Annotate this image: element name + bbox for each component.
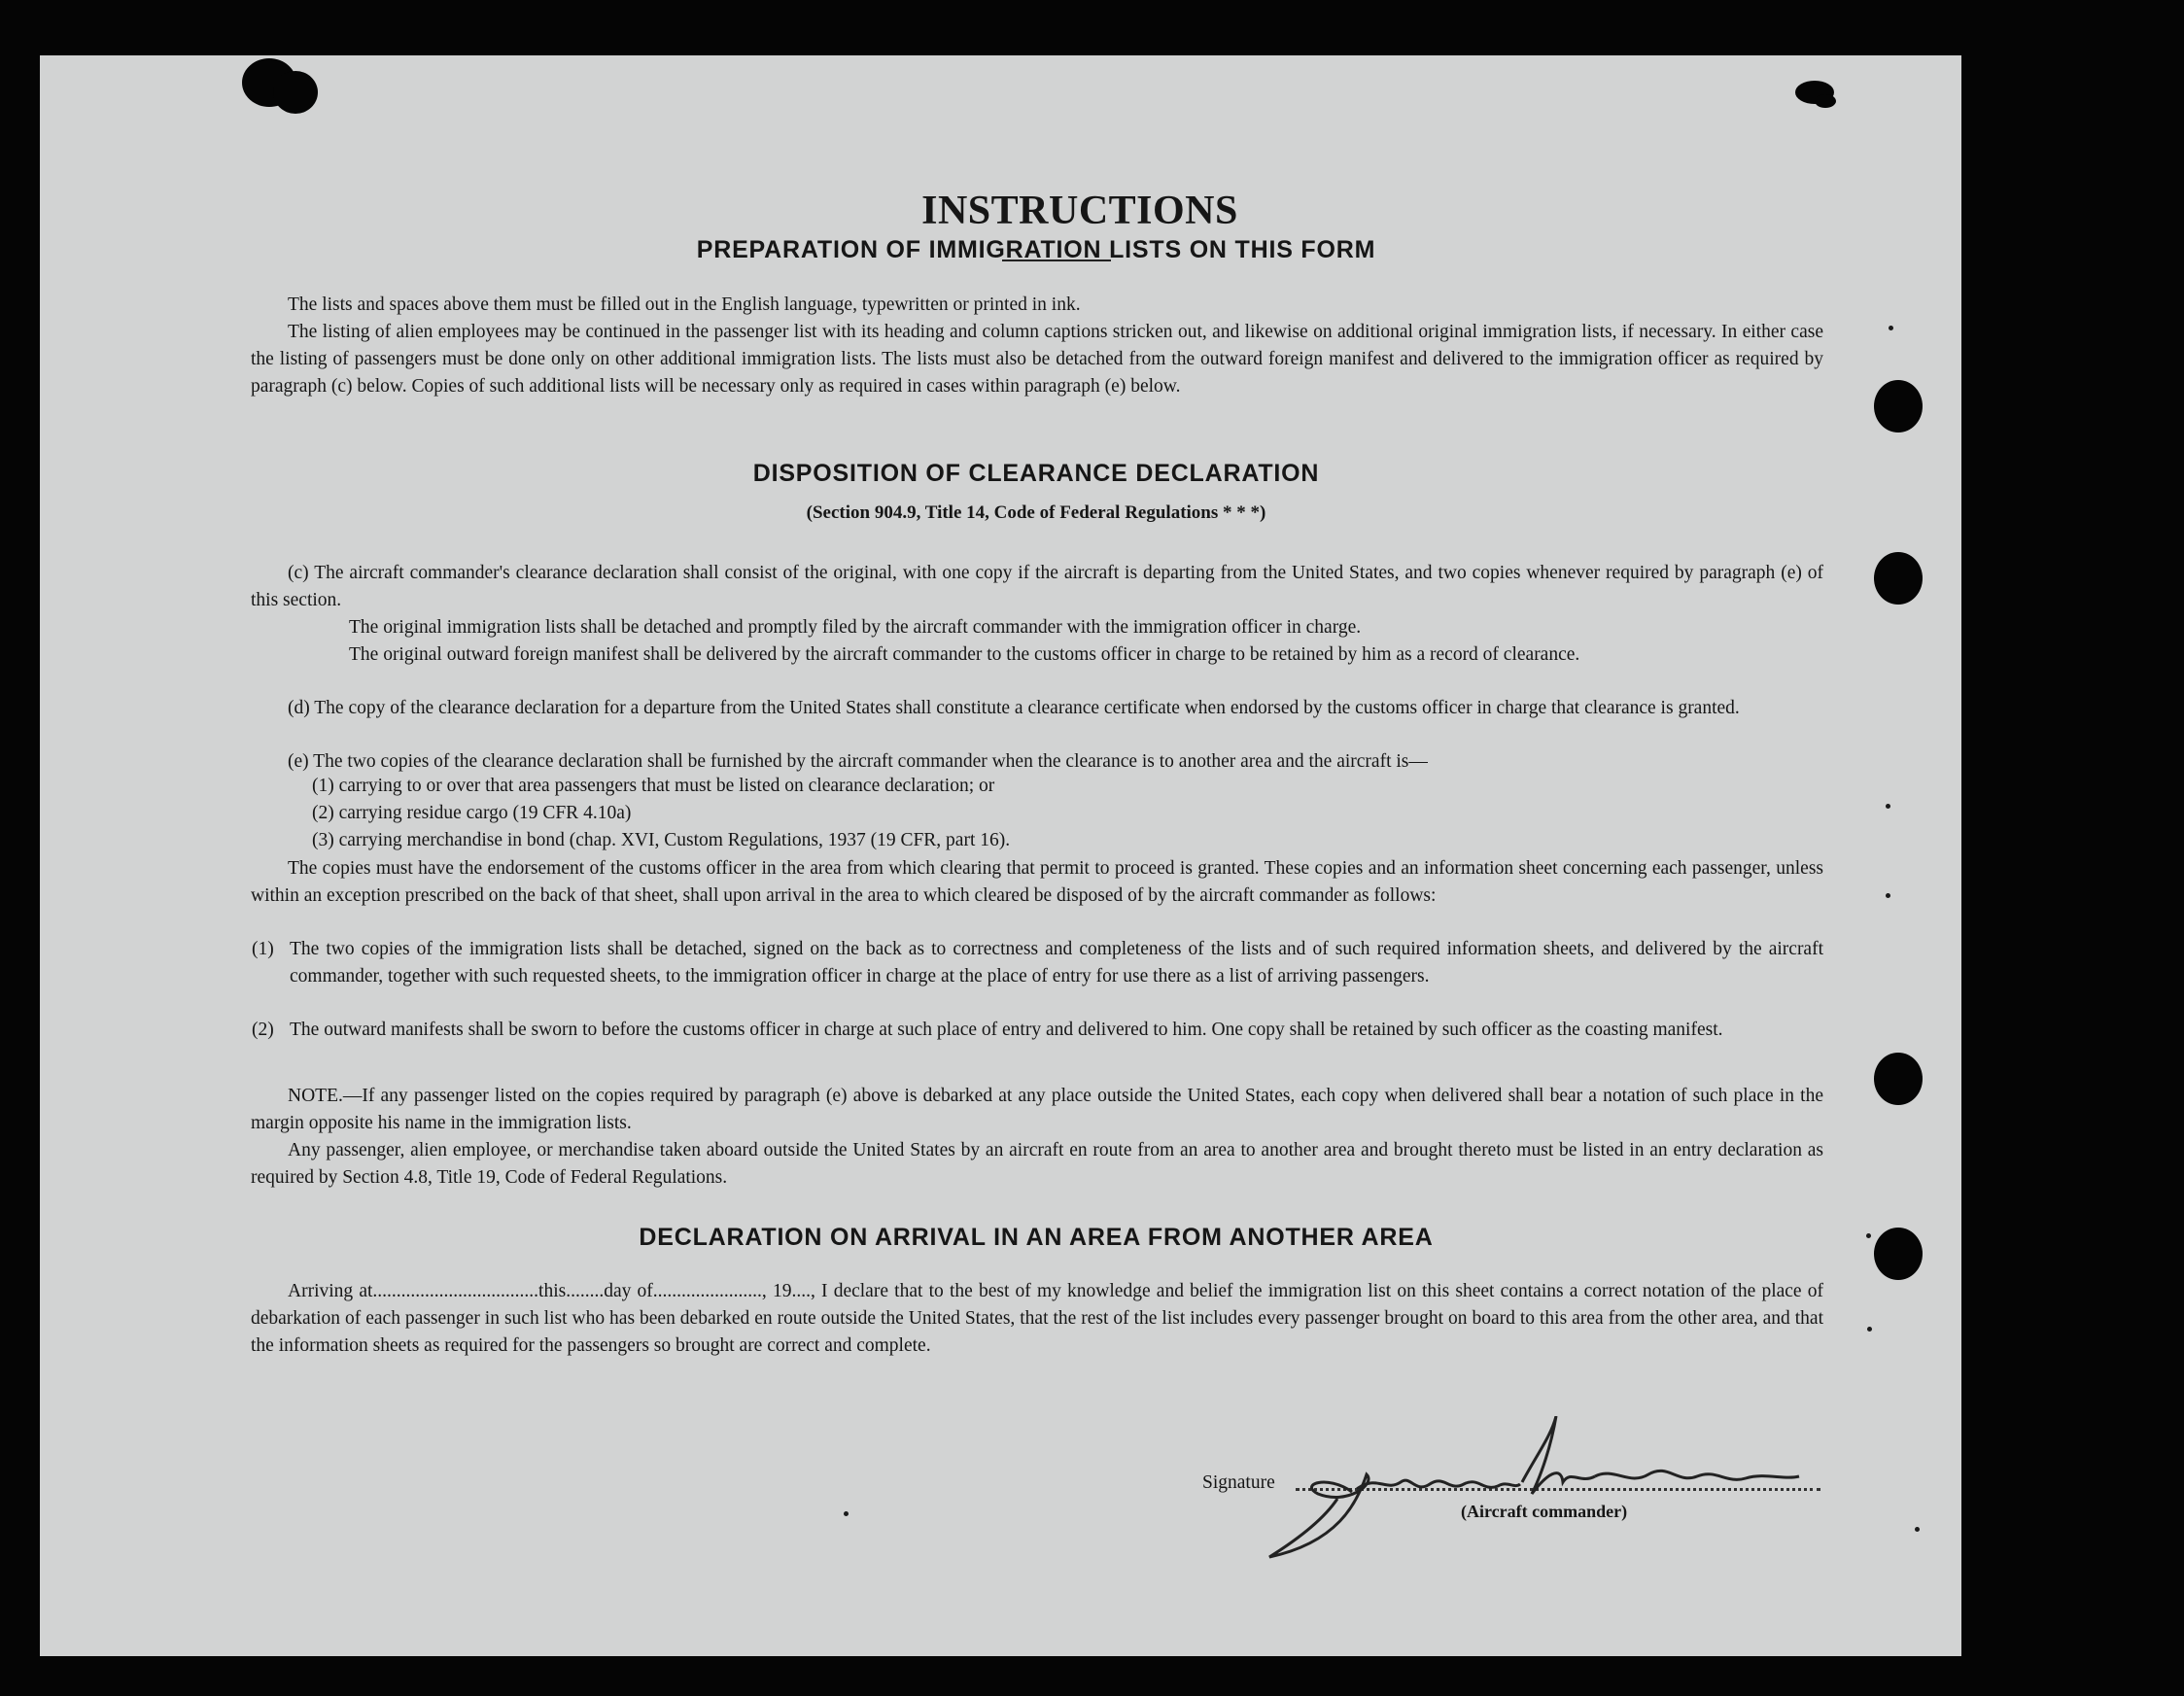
page-title: INSTRUCTIONS — [921, 189, 1238, 233]
paragraph: The lists and spaces above them must be filled out in the English language, typewritten or printed in ink. — [288, 294, 1081, 315]
paper-speck — [1886, 804, 1890, 809]
list-item: (1) carrying to or over that area passengers that must be listed on clearance declaration; or — [312, 776, 995, 796]
signature-label: Signature — [1202, 1472, 1275, 1493]
paragraph: The listing of alien employees may be continued in the passenger list with its heading and column captions stricken out, and likewise on additional original immigration lists, if necessary. In either case the listing of passengers must be done only on other additional immigration lists. The lists must also be detached from the outward foreign manifest and delivered to the immigration officer as required by paragraph (c) below. Copies of such additional lists will be necessary only as required in cases within paragraph (e) below. — [251, 322, 1823, 397]
ink-blot — [273, 71, 318, 114]
paper-speck — [1866, 1233, 1871, 1238]
form-page — [40, 55, 1961, 1656]
handwritten-signature — [1260, 1416, 1804, 1562]
paragraph: The original outward foreign manifest shall be delivered by the aircraft commander to the customs officer in charge to be retained by him as a record of clearance. — [349, 644, 1580, 665]
signature-caption: (Aircraft commander) — [1461, 1502, 1628, 1521]
item-number: (2) — [252, 1020, 274, 1040]
section-heading-disposition: DISPOSITION OF CLEARANCE DECLARATION — [752, 460, 1320, 487]
paragraph: The original immigration lists shall be detached and promptly filed by the aircraft commander with the immigration officer in charge. — [349, 617, 1362, 638]
punch-hole — [1874, 1228, 1923, 1280]
punch-hole — [1874, 1053, 1923, 1105]
section-heading-declaration: DECLARATION ON ARRIVAL IN AN AREA FROM ANOTHER AREA — [639, 1224, 1434, 1251]
numbered-item — [252, 936, 1823, 990]
numbered-item — [252, 1017, 1823, 1044]
paper-speck — [1867, 1327, 1872, 1332]
punch-hole — [1874, 380, 1923, 433]
paragraph-d: (d) The copy of the clearance declaration for a departure from the United States shall constitute a clearance certificate when endorsed by the customs officer in charge that clearance is granted. — [288, 698, 1740, 718]
ink-blot — [1815, 94, 1836, 108]
note-paragraph: Any passenger, alien employee, or merchandise taken aboard outside the United States by an aircraft en route from an area to another area and brought thereto must be listed in an entry declaration as required by Section 4.8, Title 19, Code of Federal Regulations. — [251, 1140, 1823, 1188]
paragraph-e: (e) The two copies of the clearance declaration shall be furnished by the aircraft commander when the clearance is to another area and the aircraft is— — [288, 751, 1428, 772]
section-subheading: (Section 904.9, Title 14, Code of Federal Regulations * * *) — [806, 502, 1266, 523]
list-item: (2) carrying residue cargo (19 CFR 4.10a) — [312, 803, 632, 823]
paper-speck — [1889, 326, 1893, 330]
item-text: The two copies of the immigration lists shall be detached, signed on the back as to correctness and completeness of the lists and of such required information sheets, and delivered by the aircraft commander, together with such requested sheets, to the immigration officer in charge at the place of entry for use there as a list of arriving passengers. — [290, 939, 1823, 986]
item-number: (1) — [252, 939, 274, 959]
paragraph: The copies must have the endorsement of the customs officer in the area from which clearing that permit to proceed is granted. These copies and an information sheet concerning each passenger, unless within an exception prescribed on the back of that sheet, shall upon arrival in the area to which cleared be disposed of by the aircraft commander as follows: — [251, 858, 1823, 906]
paper-speck — [1886, 893, 1890, 898]
paper-speck — [1915, 1527, 1920, 1532]
paper-speck — [844, 1511, 849, 1516]
declaration-paragraph: Arriving at...................................this........day of......................., 19...., I declare that to the best of my knowledge and belief the immigration list on this sheet contains a correct notation of the place of debarkation of each passenger in such list who has been debarked en route outside the United States, that the rest of the list includes every passenger brought on board to this area from the other area, and that the information sheets as required for the passengers so brought are correct and complete. — [251, 1281, 1823, 1356]
list-item: (3) carrying merchandise in bond (chap. XVI, Custom Regulations, 1937 (19 CFR, part 16). — [312, 830, 1011, 850]
punch-hole — [1874, 552, 1923, 605]
section-heading-preparation: PREPARATION OF IMMIGRATION LISTS ON THIS FORM — [696, 236, 1376, 263]
note-paragraph: NOTE.—If any passenger listed on the copies required by paragraph (e) above is debarked at any place outside the United States, each copy when delivered shall bear a notation of such place in the margin opposite his name in the immigration lists. — [251, 1086, 1823, 1133]
paragraph-c: (c) The aircraft commander's clearance declaration shall consist of the original, with one copy if the aircraft is departing from the United States, and two copies whenever required by paragraph (e) of this section. — [251, 563, 1823, 610]
item-text: The outward manifests shall be sworn to before the customs officer in charge at such place of entry and delivered to him. One copy shall be retained by such officer as the coasting manifest. — [290, 1020, 1723, 1040]
